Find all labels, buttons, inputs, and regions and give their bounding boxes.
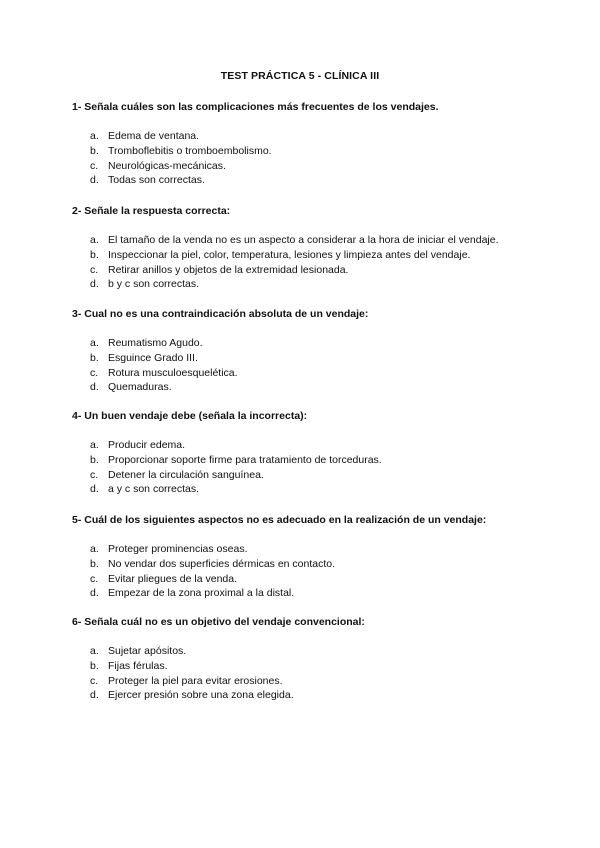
option-c: c. Rotura musculoesquelética. (90, 366, 238, 379)
question-text: 1- Señala cuáles son las complicaciones más frecuentes de los vendajes. (72, 101, 439, 113)
question-text: 2- Señale la respuesta correcta: (72, 205, 231, 217)
options-list (72, 336, 542, 395)
option-d: d. Ejercer presión sobre una zona elegida. (90, 689, 294, 702)
question-6 (72, 615, 542, 703)
options-list (72, 129, 542, 188)
options-list (72, 644, 542, 703)
option-c: c. Neurológicas-mecánicas. (90, 159, 226, 172)
option-b: b. Tromboflebitis o tromboembolismo. (90, 144, 272, 157)
option-d: d. b y c son correctas. (90, 278, 200, 291)
option-c: c. Detener la circulación sanguínea. (90, 468, 264, 481)
option-b: b. Fijas férulas. (90, 659, 168, 672)
options-list (72, 438, 542, 497)
question-5 (72, 513, 542, 601)
option-c: c. Evitar pliegues de la venda. (90, 572, 237, 585)
options-list (72, 233, 542, 292)
question-2 (72, 204, 542, 292)
question-3 (72, 307, 542, 395)
question-1 (72, 100, 542, 188)
question-text: 5- Cuál de los siguientes aspectos no es adecuado en la realización de un vendaje: (72, 514, 487, 526)
question-4 (72, 409, 542, 497)
option-c: c. Proteger la piel para evitar erosiones. (90, 674, 283, 687)
option-a: a. Reumatismo Agudo. (90, 337, 203, 349)
option-a: a. Producir edema. (90, 439, 186, 451)
option-b: b. Proporcionar soporte firme para tratamiento de torceduras. (90, 453, 382, 466)
option-d: d. a y c son correctas. (90, 483, 200, 496)
options-list (72, 542, 542, 601)
option-d: d. Quemaduras. (90, 381, 172, 394)
question-text: 3- Cual no es una contraindicación absoluta de un vendaje: (72, 308, 369, 320)
document-title: TEST PRÁCTICA 5 - CLÍNICA III (220, 70, 380, 82)
option-a: a. El tamaño de la venda no es un aspecto a considerar a la hora de iniciar el vendaje. (90, 234, 499, 246)
option-b: b. Inspeccionar la piel, color, temperatura, lesiones y limpieza antes del vendaje. (90, 248, 471, 261)
option-a: a. Proteger prominencias oseas. (90, 543, 248, 555)
question-text: 4- Un buen vendaje debe (señala la incorrecta): (72, 410, 308, 422)
option-d: d. Todas son correctas. (90, 174, 205, 187)
option-b: b. No vendar dos superficies dérmicas en contacto. (90, 557, 336, 570)
option-c: c. Retirar anillos y objetos de la extremidad lesionada. (90, 263, 349, 276)
option-a: a. Edema de ventana. (90, 130, 200, 142)
option-b: b. Esguince Grado III. (90, 351, 198, 364)
option-a: a. Sujetar apósitos. (90, 645, 187, 657)
option-d: d. Empezar de la zona proximal a la distal. (90, 587, 295, 600)
question-text: 6- Señala cuál no es un objetivo del vendaje convencional: (72, 616, 365, 628)
